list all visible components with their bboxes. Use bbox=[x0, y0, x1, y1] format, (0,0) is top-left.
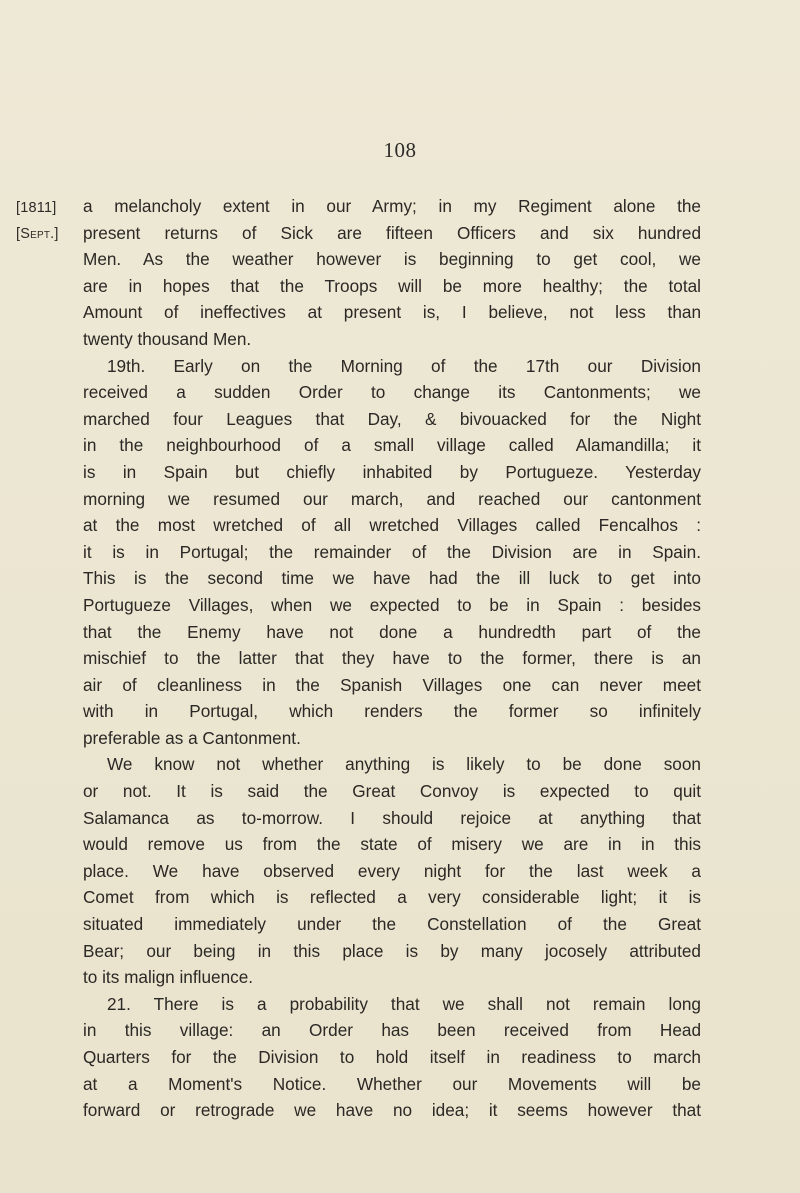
text-line: Comet from which is reflected a very considerable light; it is bbox=[83, 887, 701, 908]
paragraph-4 bbox=[83, 991, 701, 1124]
text-line: situated immediately under the Constellation of the Great bbox=[83, 914, 701, 935]
paragraph-1 bbox=[83, 193, 701, 353]
text-line: with in Portugal, which renders the former so infinitely bbox=[83, 701, 701, 722]
text-line: This is the second time we have had the ill luck to get into bbox=[83, 568, 701, 589]
margin-month-note: [Sept.] bbox=[16, 226, 59, 242]
text-line: in the neighbourhood of a small village called Alamandilla; it bbox=[83, 435, 701, 456]
text-line: Amount of ineffectives at present is, I believe, not less than bbox=[83, 302, 701, 323]
margin-year-note: [1811] bbox=[16, 200, 57, 216]
text-line: marched four Leagues that Day, & bivouacked for the Night bbox=[83, 408, 701, 429]
text-line: 19th. Early on the Morning of the 17th our Division bbox=[107, 355, 701, 376]
text-line: air of cleanliness in the Spanish Villages one can never meet bbox=[83, 674, 701, 695]
text-line: Men. As the weather however is beginning to get cool, we bbox=[83, 249, 701, 270]
text-line: at a Moment's Notice. Whether our Movements will be bbox=[83, 1073, 701, 1094]
text-line: or not. It is said the Great Convoy is expected to quit bbox=[83, 781, 701, 802]
text-line: mischief to the latter that they have to the former, there is an bbox=[83, 648, 701, 669]
text-line: Quarters for the Division to hold itself in readiness to march bbox=[83, 1047, 701, 1067]
text-line: to its malign influence. bbox=[83, 967, 254, 988]
text-line: it is in Portugal; the remainder of the Division are in Spain. bbox=[83, 541, 701, 562]
text-line: place. We have observed every night for the last week a bbox=[83, 860, 701, 881]
body-text bbox=[83, 193, 701, 1124]
paragraph-3 bbox=[83, 751, 701, 990]
text-line: in this village: an Order has been received from Head bbox=[83, 1020, 701, 1041]
text-line: forward or retrograde we have no idea; it seems however that bbox=[83, 1100, 701, 1121]
text-line: that the Enemy have not done a hundredth part of the bbox=[83, 621, 701, 642]
text-line: Salamanca as to-morrow. I should rejoice at anything that bbox=[83, 807, 701, 828]
text-line: Bear; our being in this place is by many jocosely attributed bbox=[83, 940, 701, 961]
text-line: Portugueze Villages, when we expected to be in Spain : besides bbox=[83, 594, 701, 615]
text-line: twenty thousand Men. bbox=[83, 328, 252, 349]
text-line: is in Spain but chiefly inhabited by Portugueze. Yesterday bbox=[83, 461, 701, 482]
text-line: would remove us from the state of misery we are in in this bbox=[83, 834, 701, 855]
page-number: 108 bbox=[383, 138, 417, 162]
text-line: 21. There is a probability that we shall not remain long bbox=[107, 993, 701, 1014]
text-line: received a sudden Order to change its Cantonments; we bbox=[83, 382, 701, 403]
text-line: We know not whether anything is likely to be done soon bbox=[107, 754, 701, 775]
text-line: at the most wretched of all wretched Villages called Fencalhos : bbox=[83, 515, 701, 536]
text-line: present returns of Sick are fifteen Officers and six hundred bbox=[83, 222, 701, 243]
text-line: preferable as a Cantonment. bbox=[83, 727, 301, 748]
text-line: a melancholy extent in our Army; in my Regiment alone the bbox=[83, 196, 701, 216]
text-line: are in hopes that the Troops will be more healthy; the total bbox=[83, 275, 701, 296]
paragraph-2 bbox=[83, 353, 701, 752]
text-line: morning we resumed our march, and reached our cantonment bbox=[83, 488, 701, 509]
